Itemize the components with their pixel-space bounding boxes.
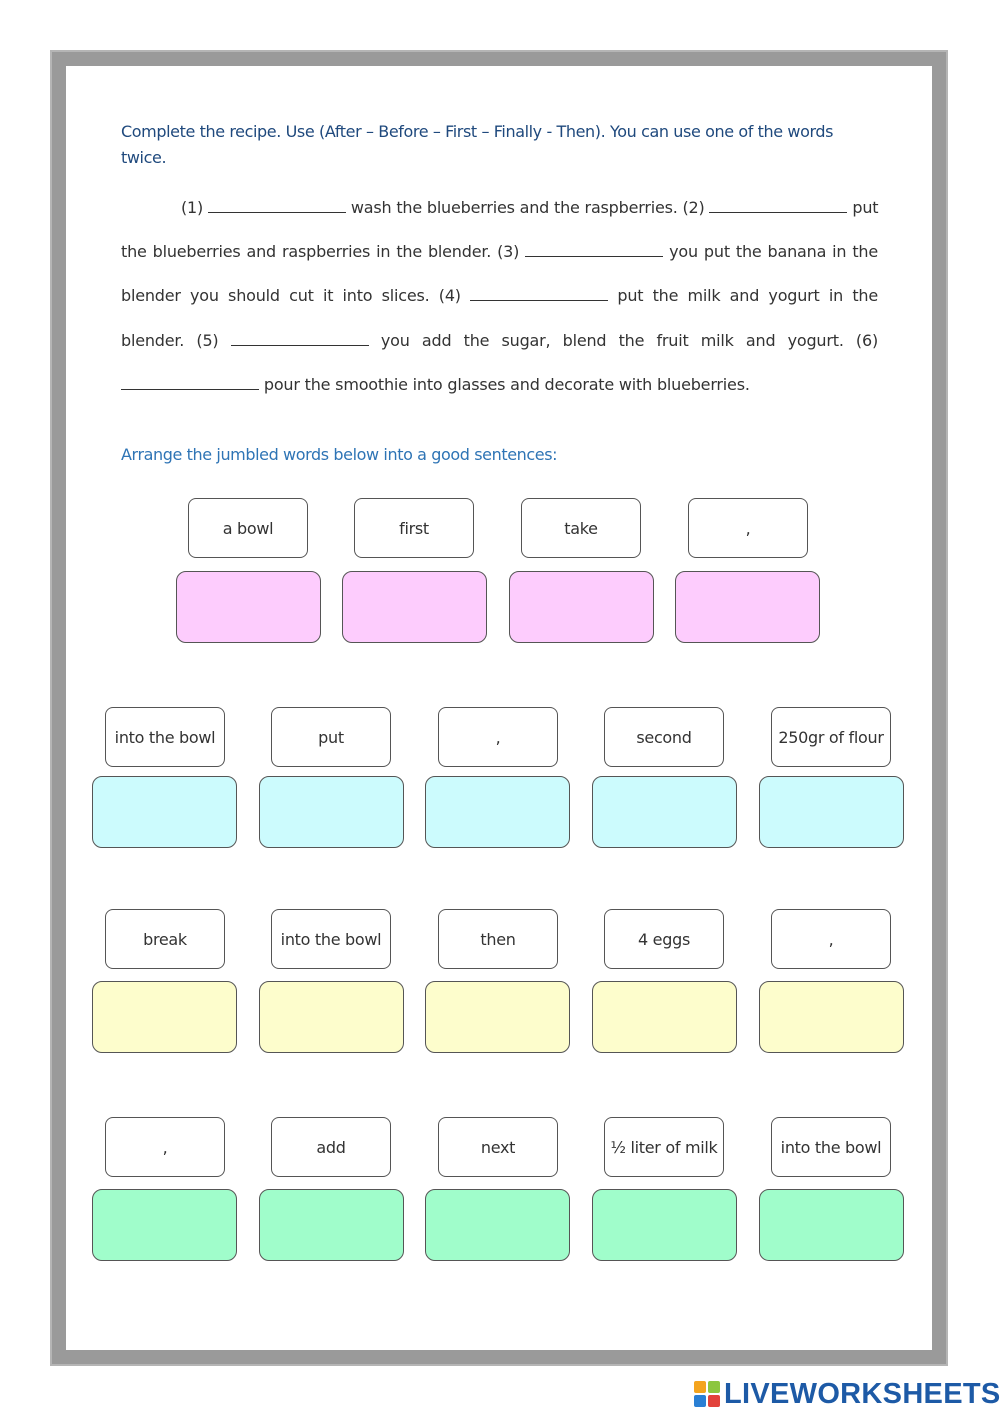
drop-slot[interactable] [592, 776, 737, 848]
word-card[interactable]: a bowl [188, 498, 308, 558]
blank-2[interactable] [709, 198, 847, 213]
word-card[interactable]: then [438, 909, 558, 969]
blank-6[interactable] [121, 375, 259, 390]
word-card[interactable]: into the bowl [271, 909, 391, 969]
word-card[interactable]: , [105, 1117, 225, 1177]
drop-slot[interactable] [759, 981, 904, 1053]
drop-slot[interactable] [92, 776, 237, 848]
word-card[interactable]: second [604, 707, 724, 767]
recipe-line-5: pour the smoothie into glasses and decorate with blueberries. [121, 375, 878, 394]
blank-3[interactable] [525, 242, 663, 257]
drop-slot[interactable] [759, 776, 904, 848]
word-card[interactable]: , [688, 498, 808, 558]
drop-slot[interactable] [592, 1189, 737, 1261]
word-card[interactable]: break [105, 909, 225, 969]
word-card[interactable]: into the bowl [771, 1117, 891, 1177]
word-card[interactable]: , [438, 707, 558, 767]
drop-slot[interactable] [425, 981, 570, 1053]
drop-slot[interactable] [259, 776, 404, 848]
word-card[interactable]: into the bowl [105, 707, 225, 767]
recipe-line-2: the blueberries and raspberries in the blender. (3) you put the banana in the [121, 242, 878, 261]
drop-slot[interactable] [92, 1189, 237, 1261]
drop-slot[interactable] [176, 571, 321, 643]
liveworksheets-logo [694, 1376, 1000, 1412]
word-card[interactable]: take [521, 498, 641, 558]
brand-name: LIVEWORKSHEETS [724, 1377, 1000, 1410]
word-card[interactable]: 250gr of flour [771, 707, 891, 767]
word-card[interactable]: next [438, 1117, 558, 1177]
drop-slot[interactable] [425, 1189, 570, 1261]
word-card[interactable]: , [771, 909, 891, 969]
drop-slot[interactable] [425, 776, 570, 848]
arrange-instruction: Arrange the jumbled words below into a good sentences: [121, 445, 558, 464]
word-card[interactable]: first [354, 498, 474, 558]
recipe-line-1: (1) wash the blueberries and the raspberries. (2) put [181, 198, 879, 217]
blank-4[interactable] [470, 286, 608, 301]
drop-slot[interactable] [675, 571, 820, 643]
blank-5[interactable] [231, 331, 369, 346]
drop-slot[interactable] [259, 1189, 404, 1261]
word-card[interactable]: 4 eggs [604, 909, 724, 969]
word-card[interactable]: add [271, 1117, 391, 1177]
drop-slot[interactable] [342, 571, 487, 643]
word-card[interactable]: put [271, 707, 391, 767]
drop-slot[interactable] [92, 981, 237, 1053]
drop-slot[interactable] [759, 1189, 904, 1261]
liveworksheets-logo-icon [694, 1381, 720, 1407]
drop-slot[interactable] [259, 981, 404, 1053]
recipe-line-3: blender you should cut it into slices. (4) put the milk and yogurt in the [121, 286, 878, 305]
recipe-instruction: Complete the recipe. Use (After – Before – First – Finally - Then). You can use one of the words twice. [121, 122, 834, 167]
drop-slot[interactable] [509, 571, 654, 643]
drop-slot[interactable] [592, 981, 737, 1053]
blank-1[interactable] [208, 198, 346, 213]
recipe-line-4: blender. (5) you add the sugar, blend the fruit milk and yogurt. (6) [121, 331, 878, 350]
word-card[interactable]: ½ liter of milk [604, 1117, 724, 1177]
